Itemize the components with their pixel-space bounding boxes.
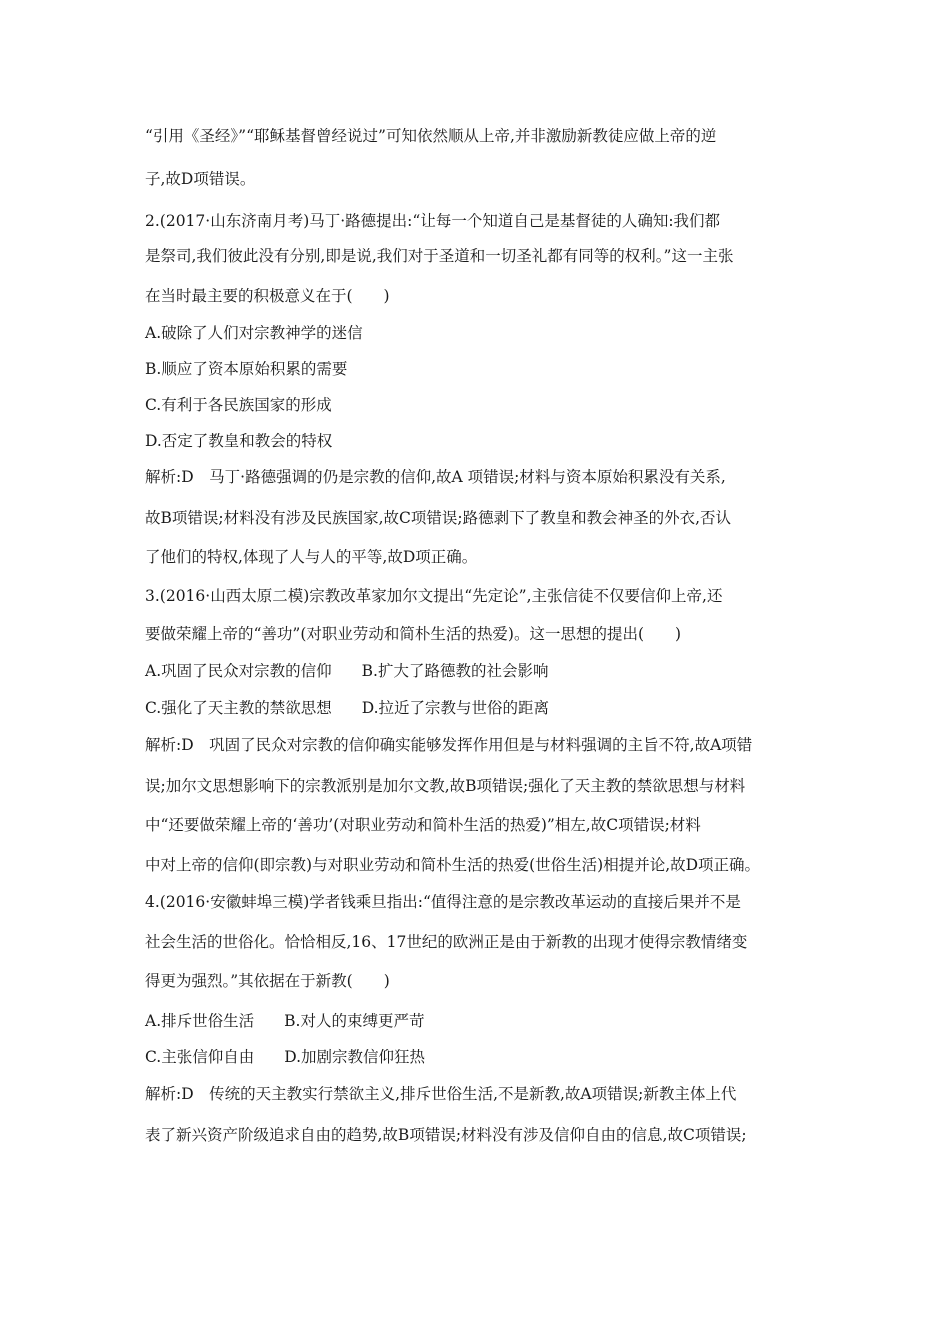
question-2-line-2: 是祭司,我们彼此没有分别,即是说,我们对于圣道和一切圣礼都有同等的权利。”这一主张 <box>145 247 734 265</box>
question-2-line-3: 在当时最主要的积极意义在于( ) <box>145 287 390 305</box>
question-3-option-a: A.巩固了民众对宗教的信仰 <box>145 662 332 680</box>
question-2-line-1: 2.(2017·山东济南月考)马丁·路德提出:“让每一个知道自己是基督徒的人确知:我们都 <box>145 212 721 230</box>
question-4-analysis-line-1: 解析:D 传统的天主教实行禁欲主义,排斥世俗生活,不是新教,故A项错误;新教主体上代 <box>145 1085 737 1103</box>
question-3-line-2: 要做荣耀上帝的“善功”(对职业劳动和简朴生活的热爱)。这一思想的提出( ) <box>145 625 682 643</box>
intro-line-2: 子,故D项错误。 <box>145 170 256 188</box>
question-4-option-d: D.加剧宗教信仰狂热 <box>284 1048 426 1066</box>
question-3-options-row-2 <box>145 697 549 719</box>
question-4-options-row-2 <box>145 1046 425 1068</box>
question-2-option-c: C.有利于各民族国家的形成 <box>145 396 332 414</box>
question-3-option-c: C.强化了天主教的禁欲思想 <box>145 699 332 717</box>
question-3-analysis-line-3: 中“还要做荣耀上帝的‘善功’(对职业劳动和简朴生活的热爱)”相左,故C项错误;材料 <box>145 816 701 834</box>
question-2-option-a: A.破除了人们对宗教神学的迷信 <box>145 324 363 342</box>
question-3-line-1: 3.(2016·山西太原二模)宗教改革家加尔文提出“先定论”,主张信徒不仅要信仰上帝,还 <box>145 587 723 605</box>
question-4-line-2: 社会生活的世俗化。恰恰相反,16、17世纪的欧洲正是由于新教的出现才使得宗教情绪变 <box>145 933 748 951</box>
question-4-option-c: C.主张信仰自由 <box>145 1048 255 1066</box>
question-4-line-1: 4.(2016·安徽蚌埠三模)学者钱乘旦指出:“值得注意的是宗教改革运动的直接后果并不是 <box>145 893 741 911</box>
question-2-analysis-line-3: 了他们的特权,体现了人与人的平等,故D项正确。 <box>145 548 478 566</box>
intro-line-1: “引用《圣经》”“耶稣基督曾经说过”可知依然顺从上帝,并非激励新教徒应做上帝的逆 <box>145 127 717 145</box>
question-3-option-b: B.扩大了路德教的社会影响 <box>361 662 549 680</box>
question-2-option-d: D.否定了教皇和教会的特权 <box>145 432 333 450</box>
question-3-analysis-line-2: 误;加尔文思想影响下的宗教派别是加尔文教,故B项错误;强化了天主教的禁欲思想与材料 <box>145 777 746 795</box>
question-4-analysis-line-2: 表了新兴资产阶级追求自由的趋势,故B项错误;材料没有涉及信仰自由的信息,故C项错误; <box>145 1126 747 1144</box>
question-2-analysis-line-1: 解析:D 马丁·路德强调的仍是宗教的信仰,故A 项错误;材料与资本原始积累没有关系, <box>145 468 726 486</box>
question-4-option-a: A.排斥世俗生活 <box>145 1012 255 1030</box>
question-3-options-row-1 <box>145 660 548 682</box>
question-4-line-3: 得更为强烈。”其依据在于新教( ) <box>145 972 390 990</box>
question-4-options-row-1 <box>145 1010 424 1032</box>
question-4-option-b: B.对人的束缚更严苛 <box>284 1012 425 1030</box>
question-2-analysis-line-2: 故B项错误;材料没有涉及民族国家,故C项错误;路德剥下了教皇和教会神圣的外衣,否认 <box>145 509 732 527</box>
question-2-option-b: B.顺应了资本原始积累的需要 <box>145 360 348 378</box>
question-3-analysis-line-1: 解析:D 巩固了民众对宗教的信仰确实能够发挥作用但是与材料强调的主旨不符,故A项错 <box>145 736 753 754</box>
question-3-option-d: D.拉近了宗教与世俗的距离 <box>361 699 550 717</box>
question-3-analysis-line-4: 中对上帝的信仰(即宗教)与对职业劳动和简朴生活的热爱(世俗生活)相提并论,故D项正确。 <box>145 856 761 874</box>
